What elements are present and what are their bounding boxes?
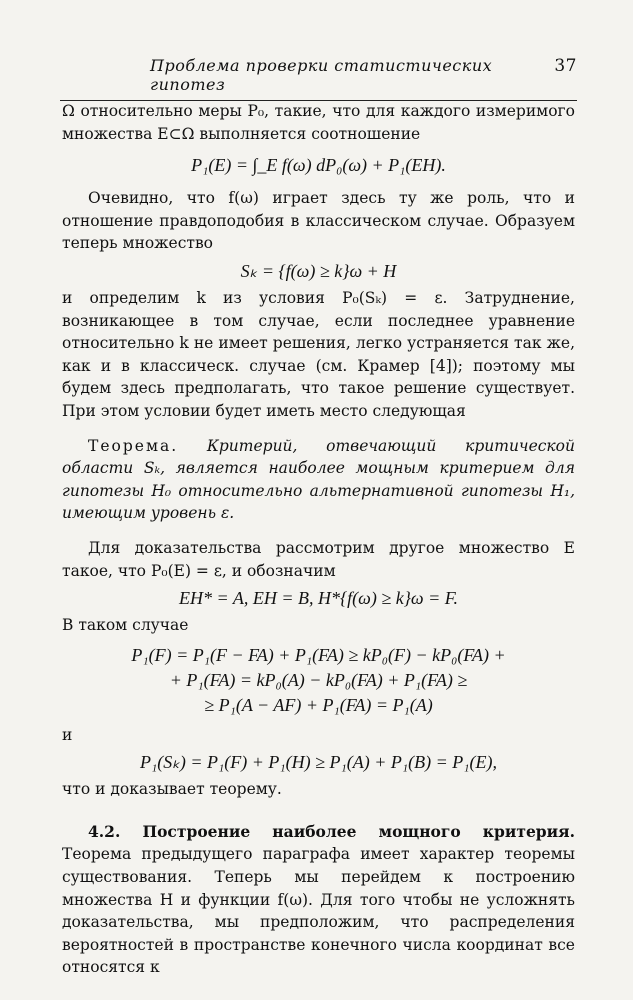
page-content xyxy=(62,100,575,979)
page-header xyxy=(60,56,577,101)
paragraph-6: что и доказывает теорему. xyxy=(62,780,282,799)
equation-3: EH* = A, EH = B, H*{f(ω) ≥ k}ω = F. xyxy=(179,588,458,609)
theorem-label: Теорема. xyxy=(88,436,179,455)
theorem xyxy=(62,435,575,525)
paragraph-5: В таком случае xyxy=(62,616,189,635)
theorem-text: Критерий, отвечающий критической области Sₖ, является наиболее мощным критерием для гипотезы H₀ относительно альтернативной гипотезы H₁, имеющим уровень ε. xyxy=(62,436,575,523)
paragraph-2: Очевидно, что f(ω) играет здесь ту же роль, что и отношение правдоподобия в классическом случае. Образуем теперь множество xyxy=(62,189,575,253)
equation-4 xyxy=(62,643,575,718)
paragraph-4: Для доказательства рассмотрим другое множество E такое, что P₀(E) = ε, и обозначим xyxy=(62,538,575,580)
equation-4-line-2: + P₁(FA) = kP₀(A) − kP₀(FA) + P₁(FA) ≥ xyxy=(169,669,468,690)
section-title: 4.2. Построение наиболее мощного критерия. xyxy=(88,821,575,841)
equation-2: Sₖ = {f(ω) ≥ k}ω + H xyxy=(240,260,397,281)
equation-4-line-1: P₁(F) = P₁(F − FA) + P₁(FA) ≥ kP₀(F) − kP₀(FA) + xyxy=(131,644,506,665)
equation-1: P₁(E) = ∫_E f(ω) dP₀(ω) + P₁(EH). xyxy=(191,155,446,176)
and-word: и xyxy=(62,725,73,744)
paragraph-3: и определим k из условия P₀(Sₖ) = ε. Затруднение, возникающее в том случае, если последнее уравнение относительно k не имеет решения, легко устраняется так же, как и в классическ. случае (см. Крамер [4]); поэтому мы будем здесь предполагать, что такое решение существует. При этом условии будет иметь место следующая xyxy=(62,288,575,420)
section-4-2 xyxy=(62,821,575,979)
paragraph-1: Ω относительно меры P₀, такие, что для каждого измеримого множества E⊂Ω выполняется соотношение xyxy=(62,102,575,143)
equation-4-line-3: ≥ P₁(A − AF) + P₁(FA) = P₁(A) xyxy=(204,694,433,715)
section-text: Теорема предыдущего параграфа имеет характер теоремы существования. Теперь мы перейдем к построению множества H и функции f(ω). Для того чтобы не усложнять доказательства, мы предположим, что распределения вероятностей в пространстве конечного числа координат все относятся к xyxy=(62,845,575,977)
equation-5: P₁(Sₖ) = P₁(F) + P₁(H) ≥ P₁(A) + P₁(B) = P₁(E), xyxy=(139,752,498,773)
page-number: 37 xyxy=(554,56,577,76)
running-title: Проблема проверки статистических гипотез xyxy=(150,56,493,94)
